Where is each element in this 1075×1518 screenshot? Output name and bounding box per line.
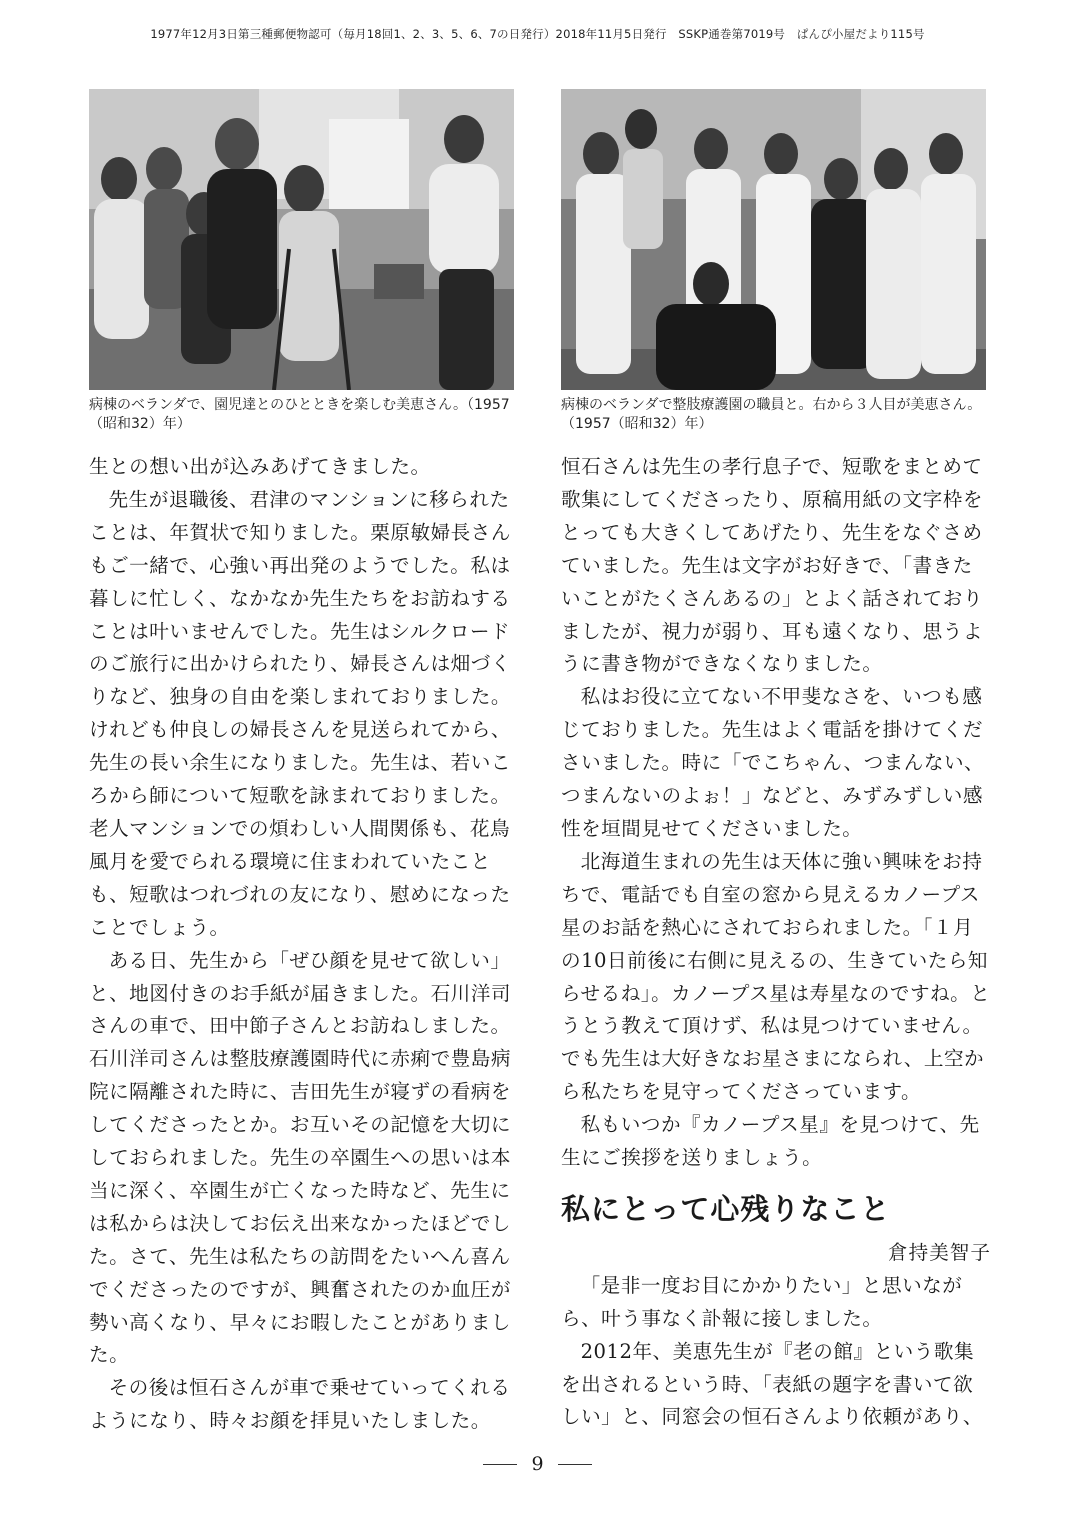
page-footer bbox=[0, 1453, 1075, 1475]
article-author: 倉持美智子 bbox=[888, 1240, 991, 1264]
paragraph: 私もいつか『カノープス星』を見つけて、先生にご挨拶を送りましょう。 bbox=[561, 1113, 980, 1170]
right-text-column bbox=[561, 451, 991, 1434]
article-title: 私にとって心残りなこと bbox=[561, 1191, 891, 1226]
paragraph: 2012年、美恵先生が『老の館』という歌集を出されるという時、「表紙の題字を書いて欲しい」と、同窓会の恒石さんより依頼があり、 bbox=[561, 1339, 983, 1429]
page-number: 9 bbox=[531, 1453, 544, 1475]
paragraph: 私はお役に立てない不甲斐なさを、いつも感じておりました。先生はよく電話を掛けてくださいました。時に「でこちゃん、つまんない、つまんないのよぉ！」などと、みずみずしい感性を垣間見せてくださいました。 bbox=[561, 685, 985, 840]
footer-rule-left bbox=[483, 1464, 517, 1465]
left-text-column bbox=[89, 451, 519, 1438]
photo-caption-right: 病棟のベランダで整肢療護園の職員と。右から３人目が美恵さん。（1957（昭和32）年） bbox=[561, 397, 982, 432]
photo-caption-left: 病棟のベランダで、園児達とのひとときを楽しむ美恵さん。（1957（昭和32）年） bbox=[89, 397, 510, 432]
photo-staff-group bbox=[561, 89, 986, 390]
photo-children-veranda bbox=[89, 89, 514, 390]
paragraph: 「是非一度お目にかかりたい」と思いながら、叶う事なく訃報に接しました。 bbox=[561, 1273, 963, 1330]
page-header: 1977年12月3日第三種郵便物認可（毎月18回1、2、3、5、6、7の日発行）2018年11月5日発行 SSKP通巻第7019号 ぱんぴ小屋だより115号 bbox=[150, 27, 925, 41]
paragraph: その後は恒石さんが車で乗せていってくれるようになり、時々お顔を拝見いたしました。 bbox=[89, 1376, 511, 1433]
paragraph: 先生が退職後、君津のマンションに移られたことは、年賀状で知りました。栗原敏婦長さんもご一緒で、心強い再出発のようでした。私は暮しに忙しく、なかなか先生たちをお訪ねすることは叶いませんでした。先生はシルクロードのご旅行に出かけられたり、婦長さんは畑づくりなど、独身の自由を楽しまれておりました。けれども仲良しの婦長さんを見送られてから、先生の長い余生になりました。先生は、若いころから師について短歌を詠まれておりました。老人マンションでの煩わしい人間関係も、花鳥風月を愛でられる環境に住まわれていたことも、短歌はつれづれの友になり、慰めになったことでしょう。 bbox=[89, 487, 511, 939]
paragraph: ある日、先生から「ぜひ顔を見せて欲しい」と、地図付きのお手紙が届きました。石川洋司さんの車で、田中節子さんとお訪ねしました。石川洋司さんは整肢療護園時代に赤痢で豊島病院に隔離された時に、吉田先生が寝ずの看病をしてくださったとか。お互いその記憶を大切にしておられました。先生の卒園生への思いは本当に深く、卒園生が亡くなった時など、先生には私からは決してお伝え出来なかったほどでした。さて、先生は私たちの訪問をたいへん喜んでくださったのですが、興奮されたのか血圧が勢い高くなり、早々にお暇したことがありました。 bbox=[89, 948, 511, 1367]
footer-rule-right bbox=[558, 1464, 592, 1465]
paragraph: 北海道生まれの先生は天体に強い興味をお持ちで、電話でも自室の窓から見えるカノープス星のお話を熱心にされておられました。「１月の10日前後に右側に見えるの、生きていたら知らせるね」。カノープス星は寿星なのですね。とうとう教えて頂けず、私は見つけていません。でも先生は大好きなお星さまになられ、上空から私たちを見守ってくださっています。 bbox=[561, 849, 991, 1104]
paragraph: 恒石さんは先生の孝行息子で、短歌をまとめて歌集にしてくださったり、原稿用紙の文字枠をとっても大きくしてあげたり、先生をなぐさめていました。先生は文字がお好きで、「書きたいことがたくさんあるの」とよく話されておりましたが、視力が弱り、耳も遠くなり、思うように書き物ができなくなりました。 bbox=[561, 455, 983, 676]
paragraph: 生との想い出が込みあげてきました。 bbox=[89, 455, 431, 478]
